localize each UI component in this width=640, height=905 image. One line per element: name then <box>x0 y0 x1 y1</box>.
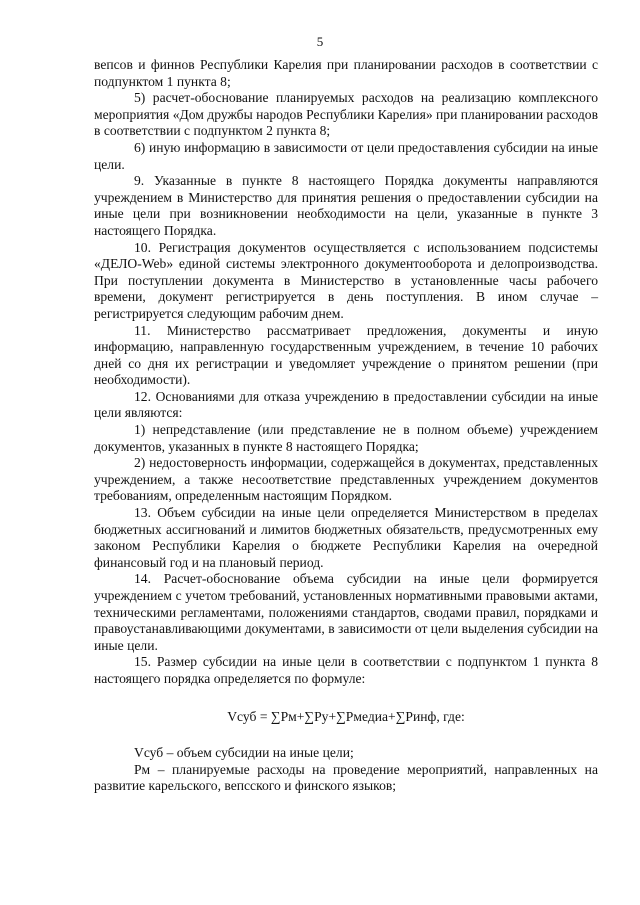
paragraph-item-5: 5) расчет-обоснование планируемых расходов на реализацию комплексного мероприятия «Дом дружбы народов Республики Карелия» при планировании расходов в соответствии с подпунктом 2 пункта 8; <box>94 90 598 139</box>
paragraph-item-6: 6) иную информацию в зависимости от цели предоставления субсидии на иные цели. <box>94 139 598 172</box>
subsidy-formula: Vсуб = ∑Рм+∑Ру+∑Рмедиа+∑Ринф, где: <box>227 708 465 724</box>
definition-vsub: Vсуб – объем субсидии на иные цели; <box>134 745 354 761</box>
paragraph-refusal-1: 1) непредставление (или представление не в полном объеме) учреждением документов, указанных в пункте 8 настоящего Порядка; <box>94 422 598 454</box>
paragraph-clause-11: 11. Министерство рассматривает предложения, документы и иную информацию, направленную государственным учреждением, в течение 10 рабочих дней со дня их регистрации и уведомляет учреждение о принятом решении (при необходимости). <box>94 322 598 388</box>
paragraph-continuation: вепсов и финнов Республики Карелия при планировании расходов в соответствии с подпунктом 1 пункта 8; <box>94 57 598 89</box>
paragraph-clause-15: 15. Размер субсидии на иные цели в соответствии с подпунктом 1 пункта 8 настоящего порядка определяется по формуле: <box>94 654 598 686</box>
document-body <box>94 57 598 795</box>
paragraph-clause-9: 9. Указанные в пункте 8 настоящего Порядка документы направляются учреждением в Министерство для принятия решения о предоставлении субсидии на иные цели при возникновении необходимости на цели, указанные в пункте 3 настоящего Порядка. <box>94 173 598 238</box>
paragraph-clause-10: 10. Регистрация документов осуществляется с использованием подсистемы «ДЕЛО-Web» единой системы электронного документооборота и делопроизводства. При поступлении документа в Министерство в установленные часы рабочего времени, документ регистрируется в день поступления. В ином случае – регистрируется следующим рабочим днем. <box>94 239 598 321</box>
paragraph-clause-14: 14. Расчет-обоснование объема субсидии на иные цели формируется учреждением с учетом требований, установленных нормативными правовыми актами, техническими регламентами, положениями стандартов, сводами правил, порядками и правоустанавливающими документами, в зависимости от цели выделения субсидии на иные цели. <box>94 571 598 653</box>
paragraph-refusal-2: 2) недостоверность информации, содержащейся в документах, представленных учреждением, а также несоответствие представленных учреждением документов требованиям, определенным настоящим Порядком. <box>94 455 598 504</box>
paragraph-clause-13: 13. Объем субсидии на иные цели определяется Министерством в пределах бюджетных ассигнований и лимитов бюджетных обязательств, предусмотренных ему законом Республики Карелия о бюджете Республики Карелия на очередной финансовый год и на плановый период. <box>94 505 598 570</box>
page-number: 5 <box>316 34 324 49</box>
paragraph-clause-12: 12. Основаниями для отказа учреждению в предоставлении субсидии на иные цели являются: <box>94 388 598 421</box>
definition-rm: Рм – планируемые расходы на проведение мероприятий, направленных на развитие карельского, вепсского и финского языков; <box>94 761 598 794</box>
